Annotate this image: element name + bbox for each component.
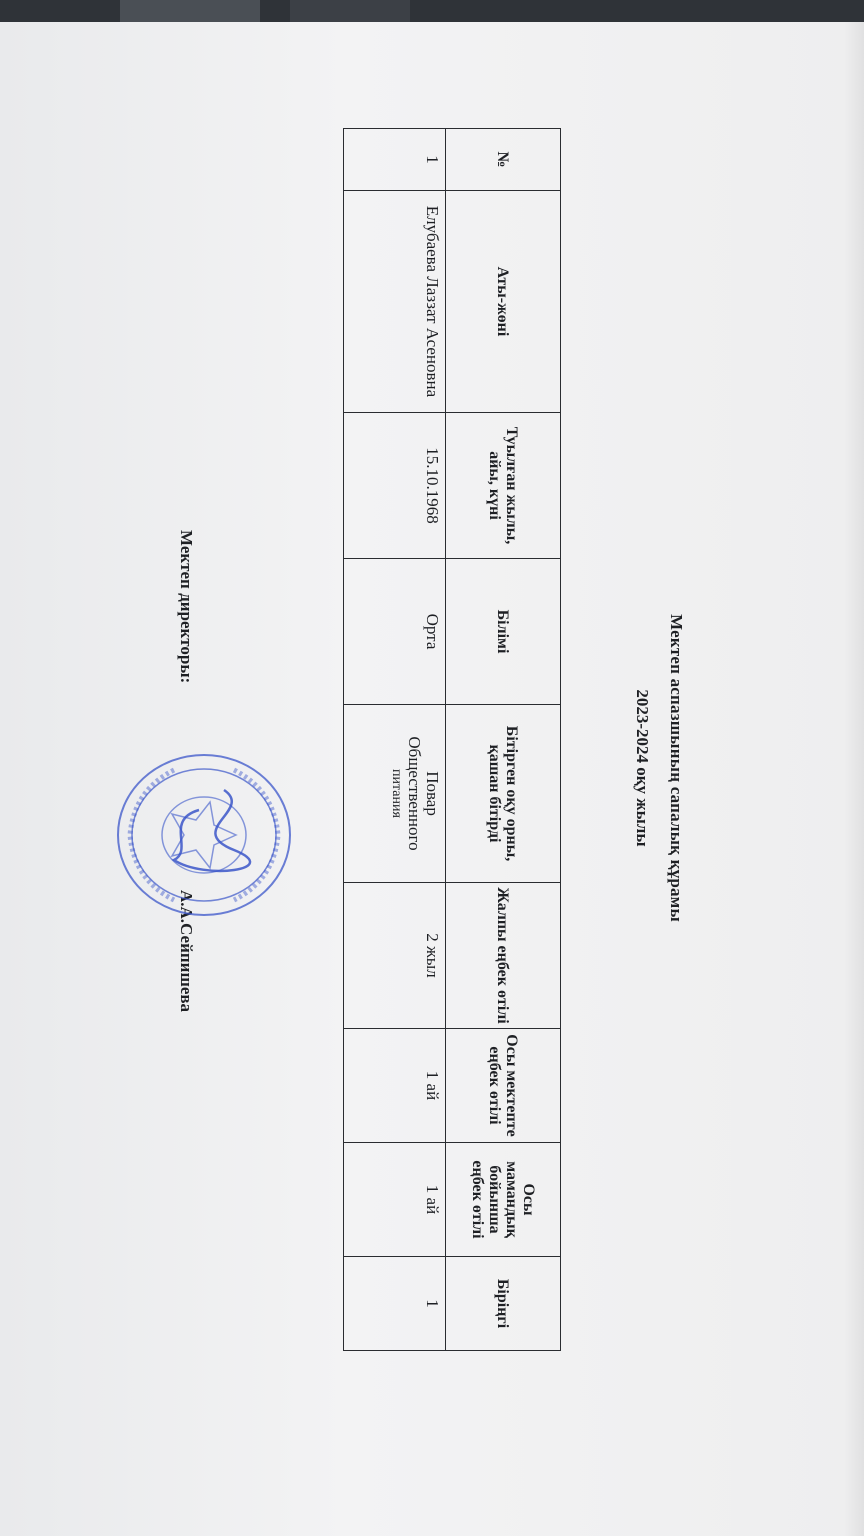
document-title: Мектеп аспазшының сапалық құрамы (667, 614, 686, 922)
cell-name: Елубаева Лаззат Асеновна (344, 191, 446, 413)
cell-birth-date: 15.10.1968 (344, 413, 446, 559)
header-total-experience: Жалпы еңбек өтілі (446, 883, 561, 1029)
official-stamp (114, 750, 294, 920)
cell-last: 1 (344, 1257, 446, 1351)
cell-institution (344, 705, 446, 883)
cell-total-experience: 2 жыл (344, 883, 446, 1029)
header-institution: Бітірген оқу орны, қашан бітірді (446, 705, 561, 883)
institution-line: Повар (423, 771, 442, 816)
table-header-row (446, 129, 561, 1351)
header-last: Біріңгі (446, 1257, 561, 1351)
header-name: Аты-жөні (446, 191, 561, 413)
staff-table (343, 128, 561, 1351)
institution-line: Общественного (405, 736, 424, 851)
header-education: Білімі (446, 559, 561, 705)
header-number: № (446, 129, 561, 191)
signature-label: Мектеп директоры: (177, 530, 196, 684)
cell-specialty-experience: 1 ай (344, 1143, 446, 1257)
document-subtitle: 2023-2024 оқу жылы (633, 689, 652, 847)
table-row (344, 129, 446, 1351)
cell-education: Орта (344, 559, 446, 705)
cell-number: 1 (344, 129, 446, 191)
director-name: А.А.Сейпишева (177, 890, 196, 1013)
institution-line: питания (389, 769, 404, 818)
header-specialty-experience: Осы мамандық бойынша еңбек өтілі (446, 1143, 561, 1257)
cell-school-experience: 1 ай (344, 1029, 446, 1143)
header-birth-date: Туылған жылы, айы, күні (446, 413, 561, 559)
header-school-experience: Осы мектепте еңбек өтілі (446, 1029, 561, 1143)
